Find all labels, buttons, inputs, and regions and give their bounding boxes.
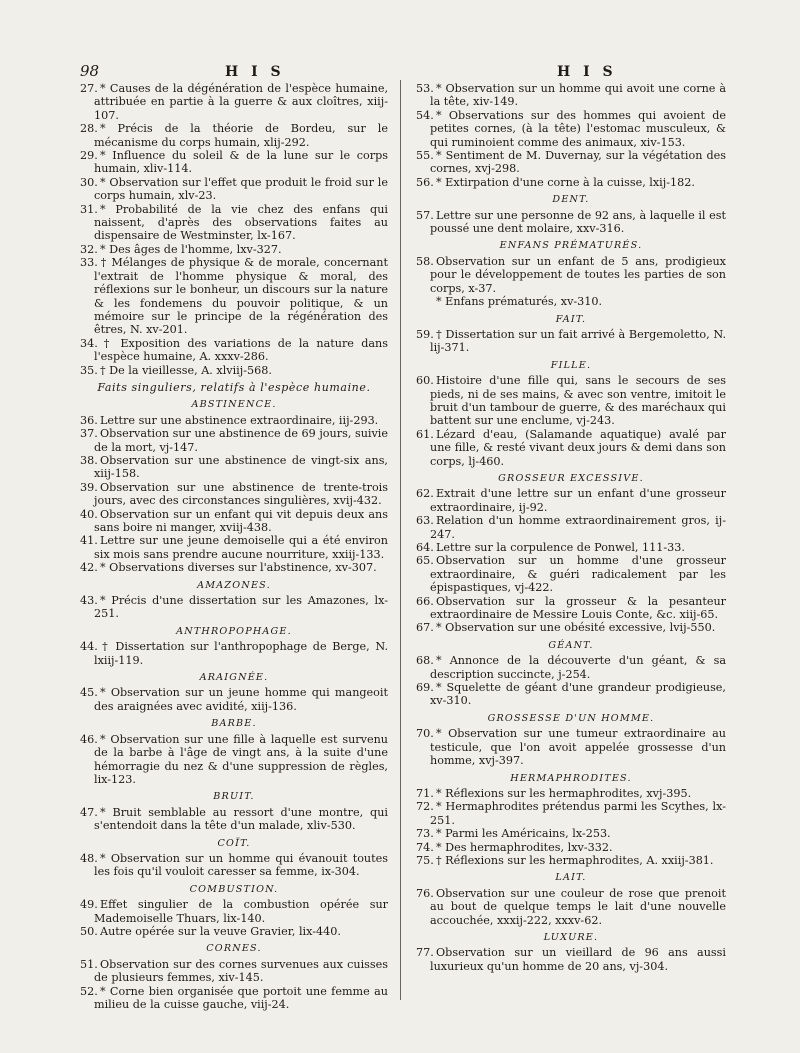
entry-text: * Probabilité de la vie chez des enfans qui naissent, d'après des observations faites au dispensaire de Westminster, lx-167.	[94, 202, 388, 243]
entry-text: Observation sur une abstinence de vingt-six ans, xiij-158.	[94, 453, 388, 481]
entry-text: Lettre sur la corpulence de Ponwel, 111-33.	[436, 541, 685, 554]
entry-number: 52.	[80, 984, 98, 998]
entry-text: * Réflexions sur les hermaphrodites, xvj-395.	[436, 786, 692, 800]
left-column	[80, 82, 388, 1011]
index-entry	[416, 800, 726, 827]
index-entry	[80, 985, 388, 1012]
index-entry	[416, 374, 726, 428]
index-entry	[80, 414, 388, 427]
entry-text: † Dissertation sur un fait arrivé à Bergemoletto, N. lij-371.	[430, 327, 726, 355]
section-heading: Faits singuliers, relatifs à l'espèce humaine.	[97, 380, 371, 394]
index-entry	[80, 149, 388, 176]
index-entry	[80, 958, 388, 985]
entry-number: 71.	[416, 786, 434, 800]
index-entry	[416, 727, 726, 767]
entry-number: 27.	[80, 82, 98, 95]
entry-text: * Extirpation d'une corne à la cuisse, lxij-182.	[436, 175, 695, 189]
section-heading: HERMAPHRODITES.	[510, 772, 632, 784]
section-heading: COÏT.	[217, 837, 251, 849]
index-entry	[80, 427, 388, 454]
entry-number: 62.	[416, 487, 434, 501]
entry-text: * Causes de la dégénération de l'espèce humaine, attribuée en partie à la guerre & aux cloîtres, xiij-107.	[94, 82, 388, 122]
entry-number: 66.	[416, 594, 434, 608]
entry-number: 73.	[416, 827, 434, 841]
section-heading: GÉANT.	[548, 639, 594, 651]
section-heading: CORNES.	[206, 943, 262, 955]
entry-text: † Mélanges de physique & de morale, concernant l'extrait de l'homme physique & moral, des réflexions sur le bonheur, un discours sur la nature & les fondemens du pouvoir politique, & un mémoire sur le principe de la régénération des êtres, N. xv-201.	[94, 256, 388, 337]
entry-number: 29.	[80, 149, 98, 163]
index-entry	[80, 337, 388, 364]
entry-text: Lettre sur une personne de 92 ans, à laquelle il est poussé une dent molaire, xxv-316.	[430, 208, 726, 236]
entry-text: * Observation sur une fille à laquelle est survenu de la barbe à l'âge de vingt ans, à la suite d'une hémorragie du nez & d'une suppression de règles, lix-123.	[94, 732, 388, 786]
index-entry	[416, 654, 726, 681]
section-heading: ABSTINENCE.	[191, 399, 277, 411]
index-entry	[416, 541, 726, 554]
entry-number: 38.	[80, 453, 98, 467]
entry-number: 75.	[416, 853, 434, 867]
index-entry	[416, 82, 726, 109]
index-entry	[80, 82, 388, 122]
entry-text: Observation sur une couleur de rose que prenoit au bout de quelque temps le lait d'une nouvelle accouchée, xxxij-222, xxxv-62.	[430, 886, 726, 927]
entry-text: Observation sur des cornes survenues aux cuisses de plusieurs femmes, xiv-145.	[94, 957, 388, 985]
index-entry	[416, 595, 726, 622]
entry-number: 49.	[80, 898, 98, 912]
entry-text: * Observations diverses sur l'abstinence, xv-307.	[100, 561, 377, 575]
index-entry	[416, 946, 726, 973]
running-head-right: H I S	[557, 64, 617, 80]
index-entry	[80, 640, 388, 667]
section-heading: BRUIT.	[213, 791, 255, 803]
entry-number: 45.	[80, 686, 98, 700]
entry-text: † Exposition des variations de la nature dans l'espèce humaine, A. xxxv-286.	[94, 336, 388, 364]
entry-text: Histoire d'une fille qui, sans le secours de ses pieds, ni de ses mains, & avec son ventre, imitoit le bruit d'un tambour de guerre, & des maréchaux qui battent sur une enclume, vj-243.	[430, 374, 726, 428]
section-heading: ANTHROPOPHAGE.	[176, 625, 292, 637]
index-entry	[80, 203, 388, 243]
running-head-left: H I S	[225, 64, 285, 80]
entry-number: 34.	[80, 336, 98, 350]
index-entry	[80, 122, 388, 149]
index-entry	[416, 255, 726, 295]
entry-text: † Réflexions sur les hermaphrodites, A. xxiij-381.	[436, 853, 714, 867]
right-column	[416, 82, 726, 973]
index-entry	[416, 681, 726, 708]
index-entry	[416, 209, 726, 236]
entry-number: 76.	[416, 886, 434, 900]
section-heading: LAIT.	[555, 872, 587, 884]
entry-number: 54.	[416, 108, 434, 122]
entry-number: 46.	[80, 732, 98, 746]
entry-text: Observation sur une abstinence de trente-trois jours, avec des circonstances singulières, xvij-432.	[94, 480, 388, 508]
entry-number: 64.	[416, 541, 434, 554]
index-entry	[80, 508, 388, 535]
index-entry	[80, 256, 388, 336]
index-entry	[416, 827, 726, 840]
index-entry	[80, 852, 388, 879]
entry-number: 48.	[80, 851, 98, 865]
index-entry	[80, 481, 388, 508]
entry-number: 56.	[416, 175, 434, 189]
entry-text: * Observation sur une obésité excessive, lvij-550.	[436, 621, 716, 635]
entry-text: Observation sur un enfant qui vit depuis deux ans sans boire ni manger, xviij-438.	[94, 507, 388, 534]
entry-text: * Observation sur l'effet que produit le froid sur le corps humain, xlv-23.	[94, 175, 388, 203]
entry-number: 61.	[416, 427, 434, 441]
entry-text: Observation sur un homme d'une grosseur extraordinaire, & guéri radicalement par les épispastiques, vj-422.	[430, 554, 726, 595]
entry-text: * Corne bien organisée que portoit une femme au milieu de la cuisse gauche, viij-24.	[94, 984, 388, 1011]
entry-number: 37.	[80, 427, 98, 441]
entry-number: 65.	[416, 554, 434, 568]
entry-text: * Enfans prématurés, xv-310.	[436, 295, 603, 309]
entry-number: 47.	[80, 805, 98, 819]
section-heading: ARAIGNÉE.	[199, 672, 269, 684]
index-entry	[416, 295, 726, 308]
entry-number: 72.	[416, 800, 434, 814]
entry-text: * Observation sur une tumeur extraordinaire au testicule, que l'on avoit appelée grossesse d'un homme, xvj-397.	[430, 727, 726, 768]
index-entry	[416, 621, 726, 634]
section-heading: FAIT.	[555, 313, 587, 325]
index-entry	[80, 898, 388, 925]
index-entry	[80, 176, 388, 203]
index-entry	[80, 925, 388, 938]
entry-text: Observation sur un vieillard de 96 ans aussi luxurieux qu'un homme de 20 ans, vj-304.	[430, 946, 726, 973]
entry-text: Lézard d'eau, (Salamande aquatique) avalé par une fille, & resté vivant deux jours & demi dans son corps, lj-460.	[430, 427, 726, 468]
index-entry	[80, 243, 388, 256]
entry-number: 53.	[416, 82, 434, 95]
entry-number: 68.	[416, 654, 434, 668]
section-heading: GROSSESSE D'UN HOMME.	[487, 712, 655, 724]
entry-text: † De la vieillesse, A. xlviij-568.	[100, 363, 272, 377]
entry-text: Effet singulier de la combustion opérée sur Mademoiselle Thuars, lix-140.	[94, 898, 388, 925]
entry-text: * Observation sur un homme qui évanouit toutes les fois qu'il vouloit caresser sa femme, ix-304.	[94, 851, 388, 879]
index-entry	[416, 887, 726, 927]
entry-text: † Dissertation sur l'anthropophage de Berge, N. lxiij-119.	[94, 640, 388, 667]
entry-number: 44.	[80, 640, 98, 654]
section-heading: DENT.	[552, 194, 590, 206]
entry-text: * Observation sur un jeune homme qui mangeoit des araignées avec avidité, xiij-136.	[94, 686, 388, 713]
section-heading: FILLE.	[550, 359, 592, 371]
index-entry	[80, 534, 388, 561]
index-entry	[416, 514, 726, 541]
entry-number: 69.	[416, 681, 434, 695]
section-heading: ENFANS PRÉMATURÉS.	[499, 240, 643, 252]
entry-text: * Squelette de géant d'une grandeur prodigieuse, xv-310.	[430, 681, 726, 708]
entry-text: * Bruit semblable au ressort d'une montre, qui s'entendoit dans la tête d'un malade, xliv-530.	[94, 805, 388, 833]
entry-text: Lettre sur une jeune demoiselle qui a été environ six mois sans prendre aucune nourriture, xxiij-133.	[94, 534, 388, 561]
entry-number: 39.	[80, 480, 98, 494]
index-entry	[416, 109, 726, 149]
section-heading: LUXURE.	[543, 931, 599, 943]
entry-text: Lettre sur une abstinence extraordinaire, iij-293.	[100, 413, 379, 427]
section-heading: GROSSEUR EXCESSIVE.	[498, 472, 644, 484]
entry-number: 51.	[80, 957, 98, 971]
entry-number: 41.	[80, 534, 98, 548]
entry-number: 32.	[80, 242, 98, 256]
entry-number: 63.	[416, 514, 434, 528]
entry-number: 35.	[80, 363, 98, 377]
entry-text: * Observation sur un homme qui avoit une corne à la tête, xiv-149.	[430, 82, 726, 109]
entry-text: * Influence du soleil & de la lune sur le corps humain, xliv-114.	[94, 149, 388, 176]
entry-text: Autre opérée sur la veuve Gravier, lix-440.	[100, 924, 341, 938]
entry-number: 55.	[416, 149, 434, 163]
entry-number: 60.	[416, 374, 434, 388]
entry-text: * Parmi les Américains, lx-253.	[436, 827, 611, 841]
index-entry	[416, 554, 726, 594]
index-entry	[416, 487, 726, 514]
index-entry	[80, 594, 388, 621]
index-entry	[416, 176, 726, 189]
entry-text: Observation sur un enfant de 5 ans, prodigieux pour le développement de toutes les parties de son corps, x-37.	[430, 254, 726, 295]
entry-number: 30.	[80, 175, 98, 189]
entry-number: 58.	[416, 254, 434, 268]
entry-text: * Des âges de l'homme, lxv-327.	[100, 242, 282, 256]
index-entry	[416, 787, 726, 800]
entry-text: * Précis d'une dissertation sur les Amazones, lx-251.	[94, 594, 388, 621]
entry-text: * Hermaphrodites prétendus parmi les Scythes, lx-251.	[430, 800, 726, 827]
entry-text: * Observations sur des hommes qui avoient de petites cornes, (à la tête) l'estomac musculeux, & qui ruminoient comme des animaux, xiv-153.	[430, 108, 726, 149]
entry-text: Observation sur une abstinence de 69 jours, suivie de la mort, vj-147.	[94, 427, 388, 454]
entry-text: * Des hermaphrodites, lxv-332.	[436, 840, 613, 854]
index-entry	[416, 328, 726, 355]
entry-text: Observation sur la grosseur & la pesanteur extraordinaire de Messire Louis Conte, &c. xiij-65.	[430, 594, 726, 622]
index-entry	[416, 149, 726, 176]
page-number: 98	[80, 62, 100, 80]
entry-number: 74.	[416, 840, 434, 854]
entry-text: Relation d'un homme extraordinairement gros, ij-247.	[430, 514, 726, 541]
entry-text: * Sentiment de M. Duvernay, sur la végétation des cornes, xvj-298.	[430, 149, 726, 176]
entry-number: 42.	[80, 561, 98, 575]
entry-number: 67.	[416, 621, 434, 635]
index-entry	[416, 854, 726, 867]
entry-number: 40.	[80, 507, 98, 521]
index-entry	[80, 686, 388, 713]
entry-text: * Annonce de la découverte d'un géant, & sa description succincte, j-254.	[430, 654, 726, 681]
index-entry	[80, 806, 388, 833]
entry-number: 70.	[416, 727, 434, 741]
entry-number: 36.	[80, 413, 98, 427]
index-entry	[80, 454, 388, 481]
entry-number: 43.	[80, 594, 98, 608]
section-heading: BARBE.	[211, 718, 257, 730]
entry-text: Extrait d'une lettre sur un enfant d'une grosseur extraordinaire, ij-92.	[430, 487, 726, 514]
entry-number: 77.	[416, 946, 434, 960]
entry-number: 59.	[416, 327, 434, 341]
column-divider	[400, 80, 401, 1000]
index-entry	[80, 364, 388, 377]
entry-text: * Précis de la théorie de Bordeu, sur le mécanisme du corps humain, xlij-292.	[94, 122, 388, 149]
index-entry	[416, 428, 726, 468]
entry-number: 57.	[416, 208, 434, 222]
entry-number: 33.	[80, 256, 98, 270]
section-heading: COMBUSTION.	[189, 883, 279, 895]
section-heading: AMAZONES.	[197, 579, 271, 591]
index-entry	[416, 841, 726, 854]
index-entry	[80, 561, 388, 574]
entry-number: 28.	[80, 122, 98, 136]
entry-number: 50.	[80, 924, 98, 938]
entry-number: 31.	[80, 202, 98, 216]
index-entry	[80, 733, 388, 787]
